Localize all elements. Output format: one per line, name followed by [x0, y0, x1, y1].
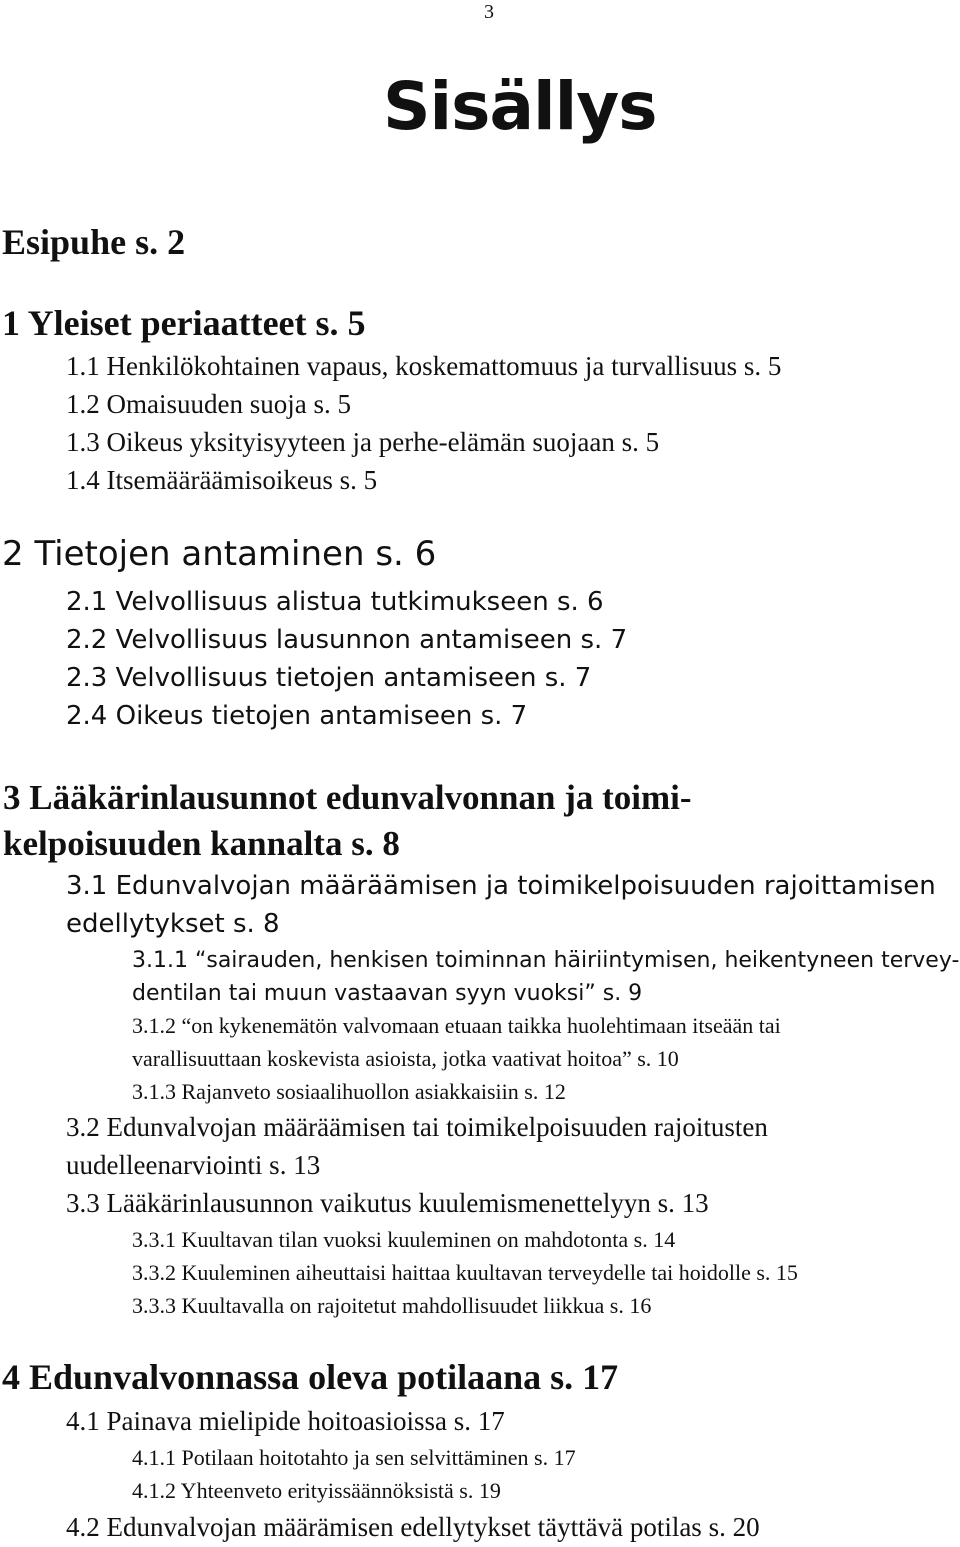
toc-section-4-2: 4.2 Edunvalvojan määrämisen edellytykset täyttävä potilas s. 20	[66, 1512, 760, 1542]
toc-section-3-3: 3.3 Lääkärinlausunnon vaikutus kuulemismenettelyyn s. 13	[66, 1188, 709, 1218]
toc-section-3-2-line2: uudelleenarviointi s. 13	[66, 1150, 321, 1180]
toc-section-1-1: 1.1 Henkilökohtainen vapaus, koskemattomuus ja turvallisuus s. 5	[66, 351, 782, 381]
toc-section-1-3: 1.3 Oikeus yksityisyyteen ja perhe-elämän suojaan s. 5	[66, 427, 660, 457]
toc-section-2-3: 2.3 Velvollisuus tietojen antamiseen s. 7	[66, 663, 592, 693]
toc-subsection-3-1-3: 3.1.3 Rajanveto sosiaalihuollon asiakkaisiin s. 12	[132, 1079, 566, 1104]
toc-section-1-2: 1.2 Omaisuuden suoja s. 5	[66, 389, 351, 419]
toc-section-4-1: 4.1 Painava mielipide hoitoasioissa s. 17	[66, 1406, 505, 1436]
toc-section-3-2-line1: 3.2 Edunvalvojan määräämisen tai toimikelpoisuuden rajoitusten	[66, 1112, 768, 1142]
toc-section-1-4: 1.4 Itsemääräämisoikeus s. 5	[66, 465, 378, 495]
toc-subsection-4-1-1: 4.1.1 Potilaan hoitotahto ja sen selvittäminen s. 17	[132, 1445, 576, 1470]
toc-section-3-1-line2: edellytykset s. 8	[66, 909, 280, 939]
toc-subsection-3-3-2: 3.3.2 Kuuleminen aiheuttaisi haittaa kuultavan terveydelle tai hoidolle s. 15	[132, 1260, 798, 1285]
toc-subsection-3-1-2-line1: 3.1.2 “on kykenemätön valvomaan etuaan taikka huolehtimaan itseään tai	[132, 1013, 781, 1038]
toc-chapter-3-line1: 3 Lääkärinlausunnot edunvalvonnan ja toimi-	[3, 778, 692, 817]
toc-chapter-4: 4 Edunvalvonnassa oleva potilaana s. 17	[2, 1357, 619, 1397]
page-title: Sisällys	[383, 68, 657, 145]
toc-chapter-1: 1 Yleiset periaatteet s. 5	[2, 303, 366, 343]
toc-subsection-3-1-2-line2: varallisuuttaan koskevista asioista, jotka vaativat hoitoa” s. 10	[132, 1046, 679, 1071]
toc-subsection-3-3-3: 3.3.3 Kuultavalla on rajoitetut mahdollisuudet liikkua s. 16	[132, 1293, 652, 1318]
toc-entry-esipuhe: Esipuhe s. 2	[2, 222, 186, 262]
toc-section-2-1: 2.1 Velvollisuus alistua tutkimukseen s. 6	[66, 587, 604, 617]
toc-section-2-2: 2.2 Velvollisuus lausunnon antamiseen s. 7	[66, 625, 628, 655]
toc-chapter-2: 2 Tietojen antaminen s. 6	[2, 534, 437, 574]
toc-section-2-4: 2.4 Oikeus tietojen antamiseen s. 7	[66, 701, 528, 731]
toc-subsection-3-1-1-line1: 3.1.1 “sairauden, henkisen toiminnan häiriintymisen, heikentyneen tervey-	[132, 948, 960, 973]
toc-subsection-3-1-1-line2: dentilan tai muun vastaavan syyn vuoksi” s. 9	[132, 981, 643, 1006]
toc-subsection-3-3-1: 3.3.1 Kuultavan tilan vuoksi kuuleminen on mahdotonta s. 14	[132, 1227, 676, 1252]
toc-section-3-1-line1: 3.1 Edunvalvojan määräämisen ja toimikelpoisuuden rajoittamisen	[66, 871, 936, 901]
toc-chapter-3-line2: kelpoisuuden kannalta s. 8	[3, 824, 400, 863]
toc-subsection-4-1-2: 4.1.2 Yhteenveto erityissäännöksistä s. 19	[132, 1478, 501, 1503]
page-number: 3	[484, 1, 494, 23]
